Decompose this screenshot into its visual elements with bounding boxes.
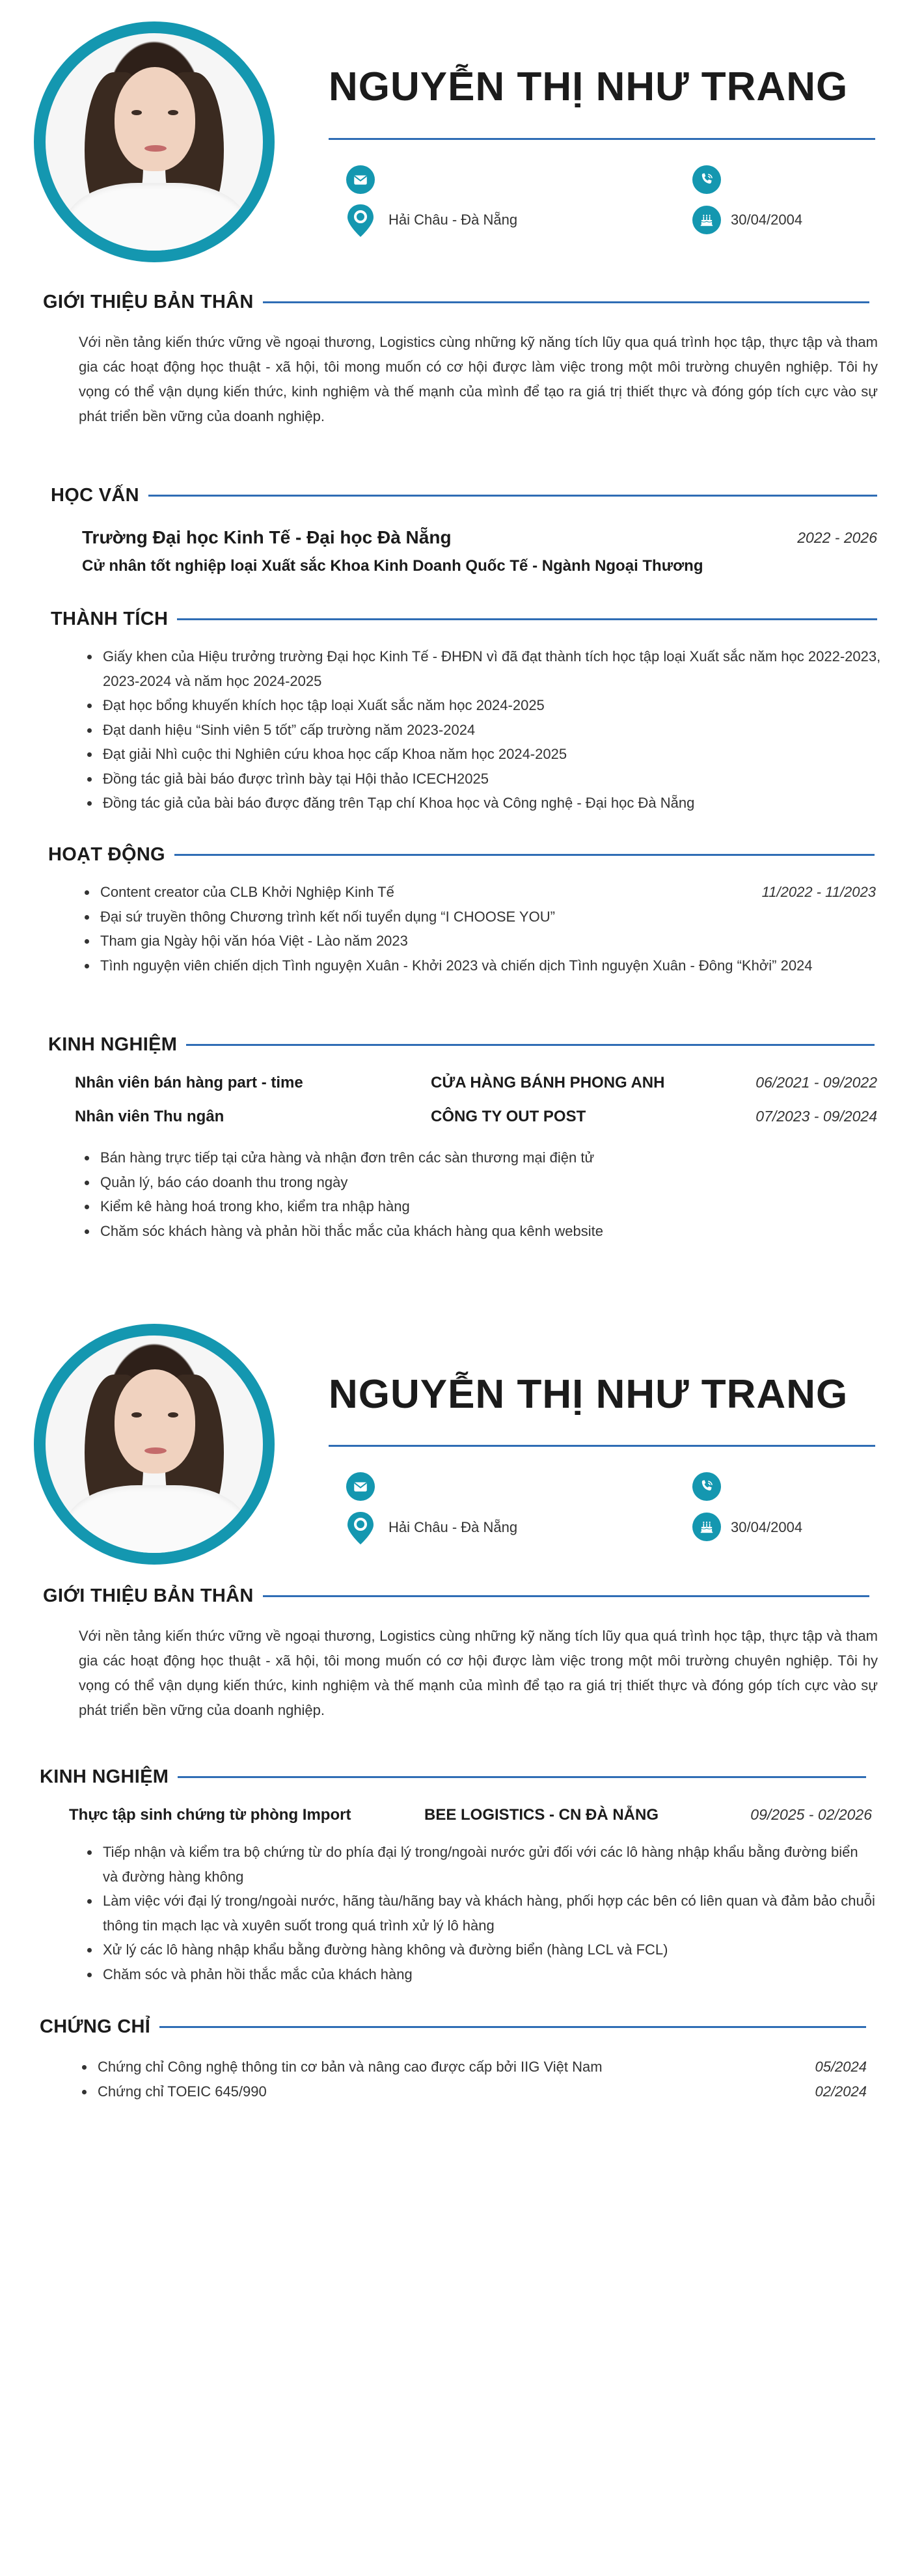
job-role: Thực tập sinh chứng từ phòng Import <box>69 1806 351 1824</box>
envelope-icon <box>346 165 375 194</box>
certificates-list <box>79 2055 867 2103</box>
job-role: Nhân viên bán hàng part - time <box>75 1074 303 1091</box>
achievements-list <box>85 644 882 815</box>
list-item: Đạt học bổng khuyến khích học tập loại Xuất sắc năm học 2024-2025 <box>85 693 882 718</box>
name-divider <box>329 1445 875 1447</box>
section-title: THÀNH TÍCH <box>51 609 169 629</box>
list-item: Xử lý các lô hàng nhập khẩu bằng đường hàng không và đường biển (hàng LCL và FCL) <box>85 1938 875 1962</box>
school-name: Trường Đại học Kinh Tế - Đại học Đà Nẵng <box>82 527 452 547</box>
name-divider <box>329 138 875 140</box>
experience-duties-list <box>85 1840 875 1986</box>
candidate-name: NGUYỄN THỊ NHƯ TRANG <box>329 64 849 109</box>
section-divider <box>177 618 877 620</box>
list-item: Đồng tác giả bài báo được trình bày tại Hội thảo ICECH2025 <box>85 767 882 791</box>
list-item: Đại sứ truyền thông Chương trình kết nối tuyển dụng “I CHOOSE YOU” <box>82 905 876 929</box>
section-divider <box>148 495 877 497</box>
job-role: Nhân viên Thu ngân <box>75 1108 224 1125</box>
experience-duties-list <box>82 1145 876 1243</box>
about-paragraph: Với nền tảng kiến thức vững về ngoại thương, Logistics cùng những kỹ năng tích lũy qua quá trình học tập, thực tập và tham gia các hoạt động học thuật - xã hội, tôi mong muốn có cơ hội được làm việc trong một môi trường chuyên nghiệp. Tôi hy vọng có thể vận dụng kiến thức, kinh nghiệm và thế mạnh của mình để tạo ra giá trị thiết thực và đóng góp tích cực vào sự phát triển bền vững của doanh nghiệp. <box>79 1628 878 1718</box>
section-title: HOẠT ĐỘNG <box>48 844 165 865</box>
list-item: Quản lý, báo cáo doanh thu trong ngày <box>82 1170 876 1195</box>
section-title: GIỚI THIỆU BẢN THÂN <box>43 292 254 312</box>
job-period: 06/2021 - 09/2022 <box>755 1074 877 1091</box>
activity-date: 11/2022 - 11/2023 <box>761 884 876 900</box>
job-company: CÔNG TY OUT POST <box>431 1108 586 1125</box>
section-divider <box>263 1595 869 1597</box>
section-divider <box>178 1776 866 1778</box>
address-value: Hải Châu - Đà Nẵng <box>388 212 518 228</box>
list-item: Tình nguyện viên chiến dịch Tình nguyện Xuân - Khởi 2023 và chiến dịch Tình nguyện Xuân - Đông “Khởi” 2024 <box>82 953 876 978</box>
cv-page-2 <box>0 1295 911 2576</box>
map-pin-icon <box>346 1511 375 1546</box>
activities-list <box>82 880 876 978</box>
section-about-header <box>43 1585 869 1607</box>
list-item: Tham gia Ngày hội văn hóa Việt - Lào năm 2023 <box>82 929 876 953</box>
profile-photo <box>34 1324 275 1565</box>
section-title: KINH NGHIỆM <box>48 1034 178 1055</box>
list-item: Chăm sóc và phản hồi thắc mắc của khách hàng <box>85 1962 875 1987</box>
phone-icon <box>692 165 721 194</box>
section-divider <box>186 1044 875 1046</box>
envelope-icon <box>346 1472 375 1501</box>
section-title: HỌC VẤN <box>51 485 139 506</box>
list-item: Chứng chỉ Công nghệ thông tin cơ bản và nâng cao được cấp bởi IIG Việt Nam 05/2024 <box>79 2055 867 2079</box>
list-item: Chăm sóc khách hàng và phản hồi thắc mắc của khách hàng qua kênh website <box>82 1219 876 1244</box>
job-company: CỬA HÀNG BÁNH PHONG ANH <box>431 1074 665 1091</box>
education-period: 2022 - 2026 <box>797 529 877 546</box>
profile-photo <box>34 21 275 262</box>
section-about-header <box>43 292 869 313</box>
section-experience-header <box>40 1766 866 1788</box>
list-item: Giấy khen của Hiệu trưởng trường Đại học Kinh Tế - ĐHĐN vì đã đạt thành tích học tập loại Xuất sắc năm học 2022-2023, 2023-2024 và năm học 2024-2025 <box>85 644 882 693</box>
degree-text: Cử nhân tốt nghiệp loại Xuất sắc Khoa Kinh Doanh Quốc Tế - Ngành Ngoại Thương <box>82 557 703 575</box>
section-activities-header <box>48 844 875 866</box>
birthday-value: 30/04/2004 <box>731 212 803 228</box>
section-title: KINH NGHIỆM <box>40 1766 169 1787</box>
phone-icon <box>692 1472 721 1501</box>
section-certificates-header <box>40 2016 866 2038</box>
section-divider <box>159 2026 866 2028</box>
section-divider <box>174 854 875 856</box>
section-title: GIỚI THIỆU BẢN THÂN <box>43 1585 254 1606</box>
candidate-name: NGUYỄN THỊ NHƯ TRANG <box>329 1372 849 1417</box>
list-item: Đạt giải Nhì cuộc thi Nghiên cứu khoa học cấp Khoa năm học 2024-2025 <box>85 742 882 767</box>
birthday-value: 30/04/2004 <box>731 1519 803 1535</box>
map-pin-icon <box>346 203 375 238</box>
about-paragraph: Với nền tảng kiến thức vững về ngoại thương, Logistics cùng những kỹ năng tích lũy qua quá trình học tập, thực tập và tham gia các hoạt động học thuật - xã hội, tôi mong muốn có cơ hội được làm việc trong một môi trường chuyên nghiệp. Tôi hy vọng có thể vận dụng kiến thức, kinh nghiệm và thế mạnh của mình để tạo ra giá trị thiết thực và đóng góp tích cực vào sự phát triển bền vững của doanh nghiệp. <box>79 334 878 424</box>
list-item: Tiếp nhận và kiểm tra bộ chứng từ do phía đại lý trong/ngoài nước gửi đối với các lô hàng nhập khẩu bằng đường biển và đường hàng không <box>85 1840 875 1889</box>
certificate-date: 02/2024 <box>815 2083 867 2100</box>
list-item: Kiểm kê hàng hoá trong kho, kiểm tra nhập hàng <box>82 1194 876 1219</box>
section-divider <box>263 301 869 303</box>
job-company: BEE LOGISTICS - CN ĐÀ NẴNG <box>424 1806 659 1824</box>
list-item: Content creator của CLB Khởi Nghiệp Kinh Tế 11/2022 - 11/2023 <box>82 880 876 905</box>
certificate-date: 05/2024 <box>815 2059 867 2075</box>
section-experience-header <box>48 1034 875 1056</box>
section-title: CHỨNG CHỈ <box>40 2016 151 2037</box>
list-item: Đồng tác giả của bài báo được đăng trên Tạp chí Khoa học và Công nghệ - Đại học Đà Nẵng <box>85 791 882 815</box>
birthday-cake-icon <box>692 1513 721 1541</box>
job-period: 07/2023 - 09/2024 <box>755 1108 877 1125</box>
birthday-cake-icon <box>692 206 721 234</box>
list-item: Chứng chỉ TOEIC 645/990 02/2024 <box>79 2079 867 2104</box>
section-education-header <box>51 485 877 506</box>
list-item: Làm việc với đại lý trong/ngoài nước, hãng tàu/hãng bay và khách hàng, phối hợp các bên có liên quan và đảm bảo chuỗi thông tin mạch lạc và xuyên suốt trong quá trình xử lý lô hàng <box>85 1889 875 1938</box>
list-item: Đạt danh hiệu “Sinh viên 5 tốt” cấp trường năm 2023-2024 <box>85 718 882 743</box>
job-period: 09/2025 - 02/2026 <box>750 1806 872 1823</box>
list-item: Bán hàng trực tiếp tại cửa hàng và nhận đơn trên các sàn thương mại điện tử <box>82 1145 876 1170</box>
section-achievements-header <box>51 609 877 630</box>
address-value: Hải Châu - Đà Nẵng <box>388 1519 518 1535</box>
